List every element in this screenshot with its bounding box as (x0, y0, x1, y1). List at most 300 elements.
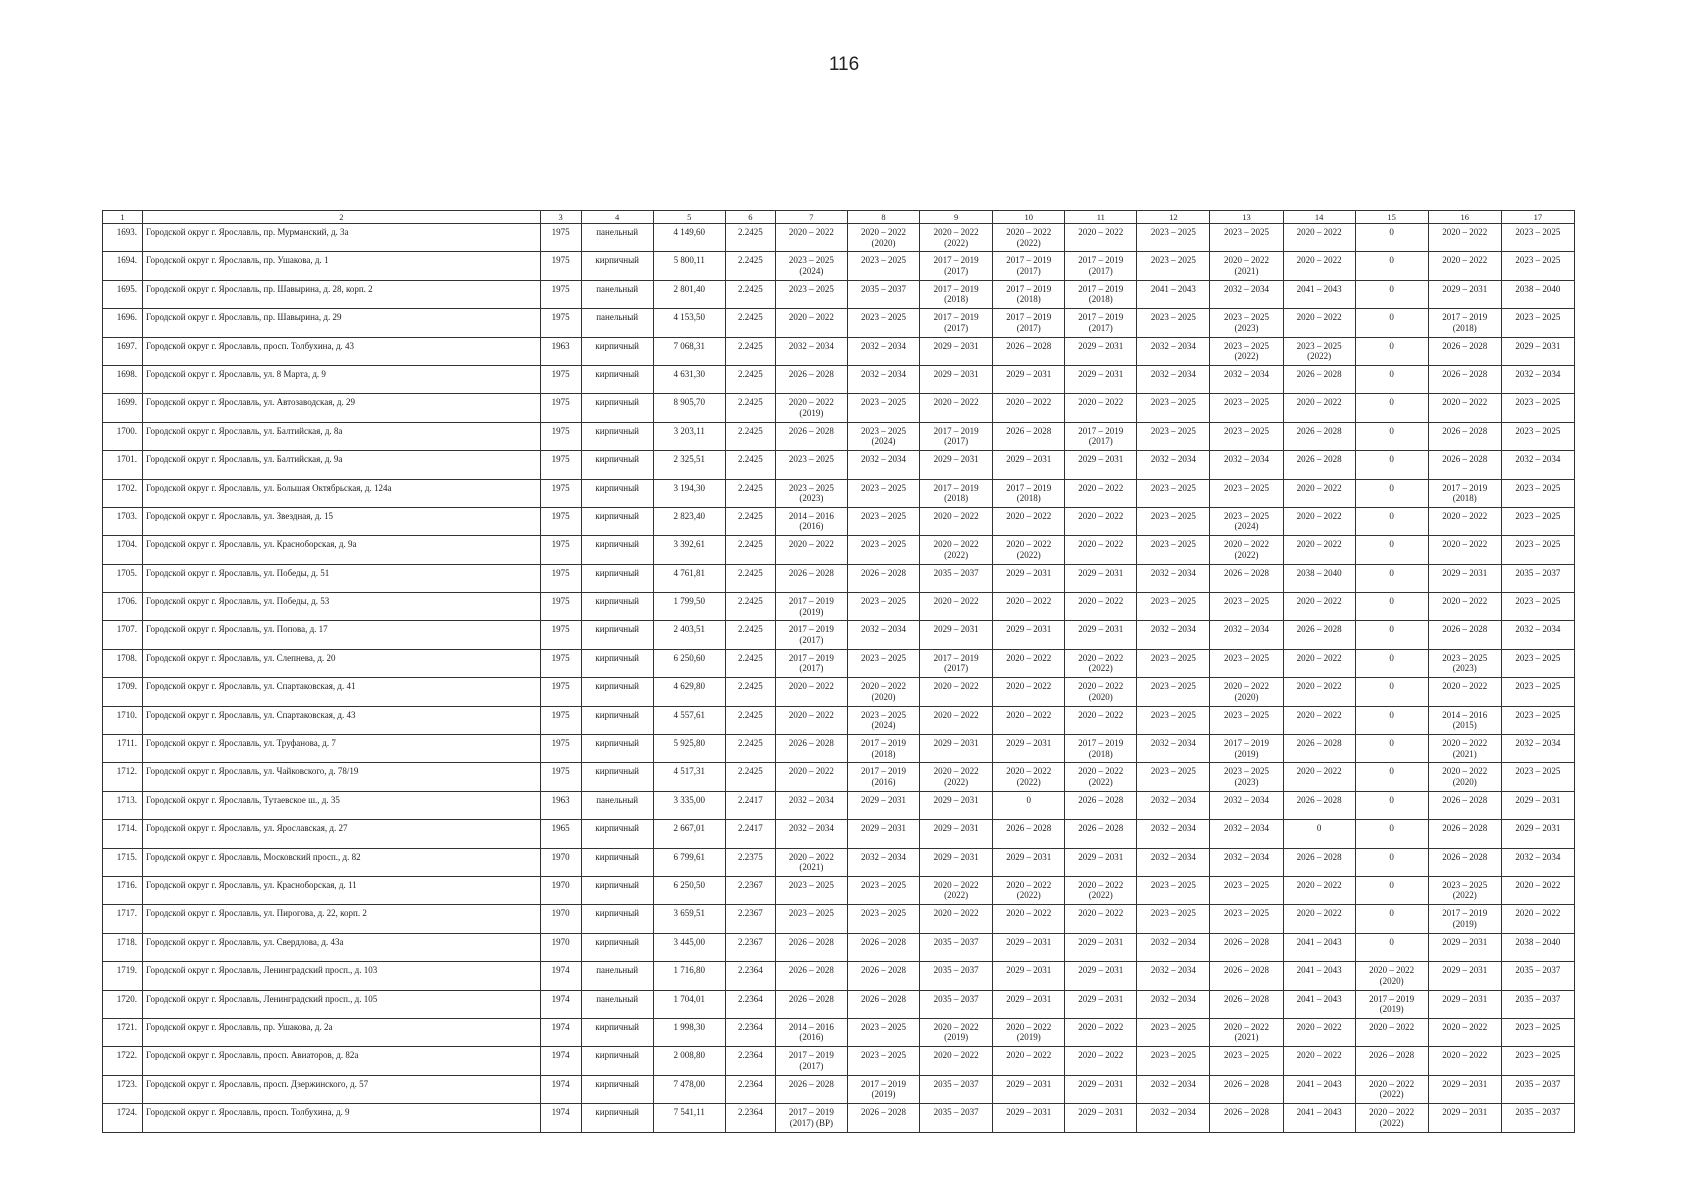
period-cell: 0 (1355, 820, 1428, 848)
period-cell: 0 (1283, 820, 1355, 848)
address-cell: Городской округ г. Ярославль, ул. Звездная, д. 15 (143, 507, 541, 535)
coefficient-cell: 2.2425 (725, 536, 775, 564)
period-cell: 2020 – 2022 (2022) (993, 876, 1065, 904)
period-cell: 2041 – 2043 (1283, 933, 1355, 961)
period-cell: 2032 – 2034 (1137, 1075, 1210, 1103)
period-cell: 2020 – 2022 (920, 593, 993, 621)
coefficient-cell: 2.2417 (725, 791, 775, 819)
period-cell: 2020 – 2022 (2022) (1210, 536, 1283, 564)
period-cell: 0 (1355, 252, 1428, 280)
period-cell: 2023 – 2025 (847, 536, 919, 564)
table-row (103, 394, 1575, 422)
period-cell: 2029 – 2031 (1501, 337, 1574, 365)
coefficient-cell: 2.2425 (725, 451, 775, 479)
period-cell: 2023 – 2025 (1137, 649, 1210, 677)
table-row (103, 365, 1575, 393)
period-cell: 2023 – 2025 (1501, 309, 1574, 337)
period-cell: 2029 – 2031 (993, 848, 1065, 876)
period-cell: 2020 – 2022 (2020) (847, 224, 919, 252)
period-cell: 0 (1355, 451, 1428, 479)
coefficient-cell: 2.2425 (725, 309, 775, 337)
table-row (103, 1075, 1575, 1103)
table-row (103, 479, 1575, 507)
period-cell: 2020 – 2022 (1283, 394, 1355, 422)
period-cell: 2020 – 2022 (2020) (1355, 962, 1428, 990)
period-cell: 2020 – 2022 (920, 678, 993, 706)
period-cell: 0 (1355, 905, 1428, 933)
period-cell: 2026 – 2028 (1428, 451, 1501, 479)
period-cell: 2023 – 2025 (1137, 763, 1210, 791)
period-cell: 2029 – 2031 (920, 848, 993, 876)
total-area-cell: 6 250,50 (653, 876, 725, 904)
page-number: 116 (828, 54, 860, 75)
row-number-cell: 1706. (103, 593, 143, 621)
period-cell: 2023 – 2025 (1210, 905, 1283, 933)
period-cell: 2020 – 2022 (2022) (920, 536, 993, 564)
wall-material-cell: кирпичный (581, 507, 653, 535)
table-row (103, 678, 1575, 706)
period-cell: 2041 – 2043 (1283, 962, 1355, 990)
total-area-cell: 3 335,00 (653, 791, 725, 819)
column-number-header: 1 (103, 211, 143, 224)
period-cell: 2023 – 2025 (1210, 224, 1283, 252)
period-cell: 2041 – 2043 (1137, 280, 1210, 308)
period-cell: 2017 – 2019 (2019) (1355, 990, 1428, 1018)
period-cell: 2023 – 2025 (2023) (1210, 309, 1283, 337)
period-cell: 2020 – 2022 (993, 905, 1065, 933)
period-cell: 2020 – 2022 (1283, 1047, 1355, 1075)
wall-material-cell: кирпичный (581, 564, 653, 592)
period-cell: 2032 – 2034 (1501, 365, 1574, 393)
period-cell: 2023 – 2025 (1137, 422, 1210, 450)
coefficient-cell: 2.2425 (725, 735, 775, 763)
period-cell: 2026 – 2028 (775, 564, 847, 592)
period-cell: 2032 – 2034 (1137, 621, 1210, 649)
total-area-cell: 7 541,11 (653, 1104, 725, 1132)
period-cell: 2017 – 2019 (2017) (775, 621, 847, 649)
period-cell: 2023 – 2025 (1501, 1018, 1574, 1046)
address-cell: Городской округ г. Ярославль, пр. Мурманский, д. 3а (143, 224, 541, 252)
row-number-cell: 1719. (103, 962, 143, 990)
period-cell: 2023 – 2025 (2023) (775, 479, 847, 507)
build-year-cell: 1975 (540, 564, 581, 592)
row-number-cell: 1721. (103, 1018, 143, 1046)
period-cell: 2029 – 2031 (1428, 962, 1501, 990)
address-cell: Городской округ г. Ярославль, просп. Толбухина, д. 9 (143, 1104, 541, 1132)
build-year-cell: 1974 (540, 990, 581, 1018)
period-cell: 2017 – 2019 (2018) (1065, 280, 1137, 308)
column-number-row (103, 211, 1575, 224)
period-cell: 2023 – 2025 (1210, 422, 1283, 450)
period-cell: 2032 – 2034 (1137, 337, 1210, 365)
period-cell: 2032 – 2034 (1137, 564, 1210, 592)
build-year-cell: 1975 (540, 479, 581, 507)
period-cell: 2023 – 2025 (1210, 394, 1283, 422)
period-cell: 2020 – 2022 (1283, 479, 1355, 507)
period-cell: 2020 – 2022 (993, 593, 1065, 621)
period-cell: 2020 – 2022 (2022) (920, 224, 993, 252)
total-area-cell: 2 823,40 (653, 507, 725, 535)
wall-material-cell: кирпичный (581, 479, 653, 507)
period-cell: 2017 – 2019 (2017) (993, 309, 1065, 337)
wall-material-cell: кирпичный (581, 848, 653, 876)
column-number-header: 10 (993, 211, 1065, 224)
period-cell: 2023 – 2025 (1137, 706, 1210, 734)
address-cell: Городской округ г. Ярославль, пр. Шавырина, д. 29 (143, 309, 541, 337)
period-cell: 2020 – 2022 (1283, 252, 1355, 280)
coefficient-cell: 2.2425 (725, 621, 775, 649)
table-row (103, 933, 1575, 961)
period-cell: 2023 – 2025 (1501, 507, 1574, 535)
period-cell: 2023 – 2025 (1210, 706, 1283, 734)
period-cell: 2029 – 2031 (1065, 962, 1137, 990)
period-cell: 2035 – 2037 (920, 1075, 993, 1103)
table-row (103, 337, 1575, 365)
row-number-cell: 1720. (103, 990, 143, 1018)
period-cell: 2020 – 2022 (1283, 763, 1355, 791)
wall-material-cell: кирпичный (581, 905, 653, 933)
period-cell: 2020 – 2022 (1428, 507, 1501, 535)
coefficient-cell: 2.2425 (725, 224, 775, 252)
build-year-cell: 1970 (540, 876, 581, 904)
period-cell: 2026 – 2028 (847, 990, 919, 1018)
period-cell: 2026 – 2028 (1283, 735, 1355, 763)
table-row (103, 735, 1575, 763)
row-number-cell: 1702. (103, 479, 143, 507)
wall-material-cell: кирпичный (581, 337, 653, 365)
wall-material-cell: кирпичный (581, 1018, 653, 1046)
period-cell: 2029 – 2031 (1428, 933, 1501, 961)
period-cell: 0 (1355, 791, 1428, 819)
period-cell: 2032 – 2034 (1137, 962, 1210, 990)
period-cell: 2026 – 2028 (1283, 621, 1355, 649)
row-number-cell: 1722. (103, 1047, 143, 1075)
total-area-cell: 3 194,30 (653, 479, 725, 507)
row-number-cell: 1703. (103, 507, 143, 535)
period-cell: 2026 – 2028 (775, 365, 847, 393)
period-cell: 2026 – 2028 (775, 422, 847, 450)
period-cell: 0 (1355, 394, 1428, 422)
column-number-header: 5 (653, 211, 725, 224)
period-cell: 2017 – 2019 (2018) (993, 479, 1065, 507)
period-cell: 2029 – 2031 (920, 820, 993, 848)
period-cell: 2026 – 2028 (1283, 365, 1355, 393)
period-cell: 0 (1355, 280, 1428, 308)
period-cell: 2029 – 2031 (1065, 564, 1137, 592)
total-area-cell: 3 659,51 (653, 905, 725, 933)
period-cell: 2023 – 2025 (847, 876, 919, 904)
period-cell: 2029 – 2031 (993, 1104, 1065, 1132)
period-cell: 2029 – 2031 (1065, 451, 1137, 479)
row-number-cell: 1698. (103, 365, 143, 393)
address-cell: Городской округ г. Ярославль, ул. Спартаковская, д. 41 (143, 678, 541, 706)
coefficient-cell: 2.2375 (725, 848, 775, 876)
period-cell: 2032 – 2034 (847, 337, 919, 365)
period-cell: 2020 – 2022 (1065, 224, 1137, 252)
row-number-cell: 1717. (103, 905, 143, 933)
period-cell: 2035 – 2037 (1501, 1104, 1574, 1132)
period-cell: 2020 – 2022 (1283, 593, 1355, 621)
build-year-cell: 1975 (540, 224, 581, 252)
period-cell: 2020 – 2022 (2019) (775, 394, 847, 422)
period-cell: 2023 – 2025 (1501, 224, 1574, 252)
total-area-cell: 5 800,11 (653, 252, 725, 280)
period-cell: 2020 – 2022 (2019) (993, 1018, 1065, 1046)
period-cell: 2017 – 2019 (2017) (920, 252, 993, 280)
coefficient-cell: 2.2425 (725, 593, 775, 621)
build-year-cell: 1974 (540, 962, 581, 990)
wall-material-cell: кирпичный (581, 422, 653, 450)
coefficient-cell: 2.2425 (725, 365, 775, 393)
total-area-cell: 2 325,51 (653, 451, 725, 479)
period-cell: 2023 – 2025 (1501, 479, 1574, 507)
wall-material-cell: кирпичный (581, 1104, 653, 1132)
period-cell: 2026 – 2028 (775, 990, 847, 1018)
column-number-header: 12 (1137, 211, 1210, 224)
period-cell: 2020 – 2022 (1428, 1018, 1501, 1046)
period-cell: 0 (1355, 763, 1428, 791)
period-cell: 2023 – 2025 (775, 451, 847, 479)
wall-material-cell: панельный (581, 990, 653, 1018)
period-cell: 2020 – 2022 (1065, 1047, 1137, 1075)
column-number-header: 8 (847, 211, 919, 224)
period-cell: 2020 – 2022 (1283, 649, 1355, 677)
row-number-cell: 1708. (103, 649, 143, 677)
total-area-cell: 4 517,31 (653, 763, 725, 791)
row-number-cell: 1710. (103, 706, 143, 734)
period-cell: 0 (1355, 536, 1428, 564)
period-cell: 2026 – 2028 (1210, 1104, 1283, 1132)
period-cell: 2020 – 2022 (775, 763, 847, 791)
period-cell: 2035 – 2037 (920, 962, 993, 990)
period-cell: 0 (1355, 479, 1428, 507)
table-row (103, 876, 1575, 904)
total-area-cell: 3 392,61 (653, 536, 725, 564)
period-cell: 2032 – 2034 (775, 337, 847, 365)
period-cell: 2032 – 2034 (1137, 848, 1210, 876)
period-cell: 2020 – 2022 (1283, 876, 1355, 904)
period-cell: 2020 – 2022 (2021) (1210, 1018, 1283, 1046)
period-cell: 2023 – 2025 (1137, 309, 1210, 337)
wall-material-cell: кирпичный (581, 735, 653, 763)
period-cell: 2032 – 2034 (1137, 1104, 1210, 1132)
period-cell: 2032 – 2034 (1137, 451, 1210, 479)
period-cell: 2032 – 2034 (775, 820, 847, 848)
period-cell: 2023 – 2025 (2022) (1210, 337, 1283, 365)
coefficient-cell: 2.2425 (725, 280, 775, 308)
coefficient-cell: 2.2367 (725, 933, 775, 961)
period-cell: 2035 – 2037 (920, 564, 993, 592)
period-cell: 2029 – 2031 (847, 820, 919, 848)
total-area-cell: 2 403,51 (653, 621, 725, 649)
period-cell: 2020 – 2022 (1283, 309, 1355, 337)
address-cell: Городской округ г. Ярославль, ул. Ярославская, д. 27 (143, 820, 541, 848)
coefficient-cell: 2.2425 (725, 479, 775, 507)
wall-material-cell: кирпичный (581, 1047, 653, 1075)
period-cell: 2017 – 2019 (2018) (847, 735, 919, 763)
total-area-cell: 2 801,40 (653, 280, 725, 308)
period-cell: 2035 – 2037 (1501, 564, 1574, 592)
row-number-cell: 1711. (103, 735, 143, 763)
table-row (103, 621, 1575, 649)
period-cell: 2023 – 2025 (2022) (1283, 337, 1355, 365)
table-row (103, 990, 1575, 1018)
period-cell: 2020 – 2022 (993, 649, 1065, 677)
period-cell: 2023 – 2025 (1137, 394, 1210, 422)
period-cell: 2029 – 2031 (1065, 337, 1137, 365)
period-cell: 2026 – 2028 (1283, 451, 1355, 479)
period-cell: 2029 – 2031 (1501, 791, 1574, 819)
period-cell: 2017 – 2019 (2017) (1065, 422, 1137, 450)
period-cell: 0 (1355, 706, 1428, 734)
period-cell: 2029 – 2031 (920, 337, 993, 365)
address-cell: Городской округ г. Ярославль, просп. Авиаторов, д. 82а (143, 1047, 541, 1075)
period-cell: 2020 – 2022 (1065, 706, 1137, 734)
period-cell: 2032 – 2034 (1137, 990, 1210, 1018)
period-cell: 2029 – 2031 (1065, 1104, 1137, 1132)
period-cell: 2026 – 2028 (993, 422, 1065, 450)
period-cell: 2023 – 2025 (2024) (847, 422, 919, 450)
row-number-cell: 1724. (103, 1104, 143, 1132)
period-cell: 2020 – 2022 (2022) (993, 224, 1065, 252)
period-cell: 2032 – 2034 (1210, 848, 1283, 876)
build-year-cell: 1975 (540, 507, 581, 535)
column-number-header: 15 (1355, 211, 1428, 224)
period-cell: 2020 – 2022 (775, 224, 847, 252)
period-cell: 2029 – 2031 (1428, 564, 1501, 592)
period-cell: 2029 – 2031 (1065, 990, 1137, 1018)
build-year-cell: 1970 (540, 905, 581, 933)
wall-material-cell: кирпичный (581, 706, 653, 734)
row-number-cell: 1693. (103, 224, 143, 252)
row-number-cell: 1704. (103, 536, 143, 564)
address-cell: Городской округ г. Ярославль, Ленинградский просп., д. 105 (143, 990, 541, 1018)
period-cell: 2023 – 2025 (1137, 876, 1210, 904)
period-cell: 2020 – 2022 (2021) (1210, 252, 1283, 280)
period-cell: 2035 – 2037 (920, 1104, 993, 1132)
period-cell: 2029 – 2031 (1065, 848, 1137, 876)
row-number-cell: 1705. (103, 564, 143, 592)
period-cell: 2023 – 2025 (1210, 479, 1283, 507)
period-cell: 2020 – 2022 (2022) (1355, 1075, 1428, 1103)
period-cell: 2017 – 2019 (2019) (1210, 735, 1283, 763)
period-cell: 2020 – 2022 (920, 507, 993, 535)
period-cell: 2029 – 2031 (1501, 820, 1574, 848)
coefficient-cell: 2.2417 (725, 820, 775, 848)
period-cell: 2029 – 2031 (993, 933, 1065, 961)
row-number-cell: 1696. (103, 309, 143, 337)
period-cell: 2023 – 2025 (775, 280, 847, 308)
period-cell: 2017 – 2019 (2017) (993, 252, 1065, 280)
period-cell: 0 (1355, 309, 1428, 337)
period-cell: 2020 – 2022 (2022) (1065, 876, 1137, 904)
period-cell: 2017 – 2019 (2016) (847, 763, 919, 791)
period-cell: 2026 – 2028 (1065, 820, 1137, 848)
build-year-cell: 1974 (540, 1047, 581, 1075)
total-area-cell: 4 149,60 (653, 224, 725, 252)
period-cell: 2017 – 2019 (2017) (775, 649, 847, 677)
period-cell: 2020 – 2022 (775, 706, 847, 734)
period-cell: 2020 – 2022 (2020) (1428, 763, 1501, 791)
period-cell: 2020 – 2022 (2022) (1065, 649, 1137, 677)
period-cell: 2014 – 2016 (2016) (775, 507, 847, 535)
period-cell: 2029 – 2031 (1065, 365, 1137, 393)
period-cell: 2017 – 2019 (2017) (920, 649, 993, 677)
period-cell: 2026 – 2028 (775, 933, 847, 961)
period-cell: 2023 – 2025 (2024) (1210, 507, 1283, 535)
build-year-cell: 1975 (540, 280, 581, 308)
build-year-cell: 1963 (540, 337, 581, 365)
period-cell: 2023 – 2025 (2023) (1210, 763, 1283, 791)
period-cell: 2020 – 2022 (775, 678, 847, 706)
period-cell: 2020 – 2022 (775, 536, 847, 564)
period-cell: 2026 – 2028 (1428, 365, 1501, 393)
address-cell: Городской округ г. Ярославль, Московский просп., д. 82 (143, 848, 541, 876)
period-cell: 2032 – 2034 (1210, 820, 1283, 848)
period-cell: 2032 – 2034 (1210, 621, 1283, 649)
address-cell: Городской округ г. Ярославль, ул. Балтийская, д. 8а (143, 422, 541, 450)
period-cell: 2020 – 2022 (920, 905, 993, 933)
period-cell: 2026 – 2028 (775, 1075, 847, 1103)
period-cell: 2035 – 2037 (847, 280, 919, 308)
address-cell: Городской округ г. Ярославль, ул. Победы, д. 53 (143, 593, 541, 621)
period-cell: 2020 – 2022 (2020) (1210, 678, 1283, 706)
column-number-header: 14 (1283, 211, 1355, 224)
period-cell: 2032 – 2034 (1501, 621, 1574, 649)
period-cell: 2020 – 2022 (993, 394, 1065, 422)
period-cell: 2023 – 2025 (847, 394, 919, 422)
period-cell: 2023 – 2025 (1210, 876, 1283, 904)
period-cell: 2032 – 2034 (775, 791, 847, 819)
period-cell: 2023 – 2025 (1501, 649, 1574, 677)
coefficient-cell: 2.2425 (725, 649, 775, 677)
wall-material-cell: кирпичный (581, 678, 653, 706)
period-cell: 2032 – 2034 (1137, 933, 1210, 961)
coefficient-cell: 2.2364 (725, 1047, 775, 1075)
table-row (103, 848, 1575, 876)
total-area-cell: 8 905,70 (653, 394, 725, 422)
build-year-cell: 1975 (540, 621, 581, 649)
period-cell: 2026 – 2028 (1428, 820, 1501, 848)
period-cell: 2020 – 2022 (1065, 593, 1137, 621)
period-cell: 2017 – 2019 (2018) (1065, 735, 1137, 763)
wall-material-cell: панельный (581, 962, 653, 990)
table-row (103, 252, 1575, 280)
column-number-header: 11 (1065, 211, 1137, 224)
column-number-header: 3 (540, 211, 581, 224)
address-cell: Городской округ г. Ярославль, ул. Слепнева, д. 20 (143, 649, 541, 677)
period-cell: 2017 – 2019 (2017) (920, 422, 993, 450)
period-cell: 2032 – 2034 (1210, 365, 1283, 393)
period-cell: 2023 – 2025 (1137, 593, 1210, 621)
table-row (103, 224, 1575, 252)
period-cell: 0 (1355, 678, 1428, 706)
period-cell: 2023 – 2025 (847, 252, 919, 280)
build-year-cell: 1975 (540, 678, 581, 706)
row-number-cell: 1694. (103, 252, 143, 280)
build-year-cell: 1975 (540, 451, 581, 479)
period-cell: 2017 – 2019 (2018) (920, 479, 993, 507)
wall-material-cell: кирпичный (581, 252, 653, 280)
coefficient-cell: 2.2425 (725, 422, 775, 450)
total-area-cell: 4 629,80 (653, 678, 725, 706)
period-cell: 2023 – 2025 (1501, 536, 1574, 564)
period-cell: 2023 – 2025 (2022) (1428, 876, 1501, 904)
build-year-cell: 1965 (540, 820, 581, 848)
period-cell: 2017 – 2019 (2017) (920, 309, 993, 337)
period-cell: 2038 – 2040 (1283, 564, 1355, 592)
period-cell: 2029 – 2031 (920, 735, 993, 763)
